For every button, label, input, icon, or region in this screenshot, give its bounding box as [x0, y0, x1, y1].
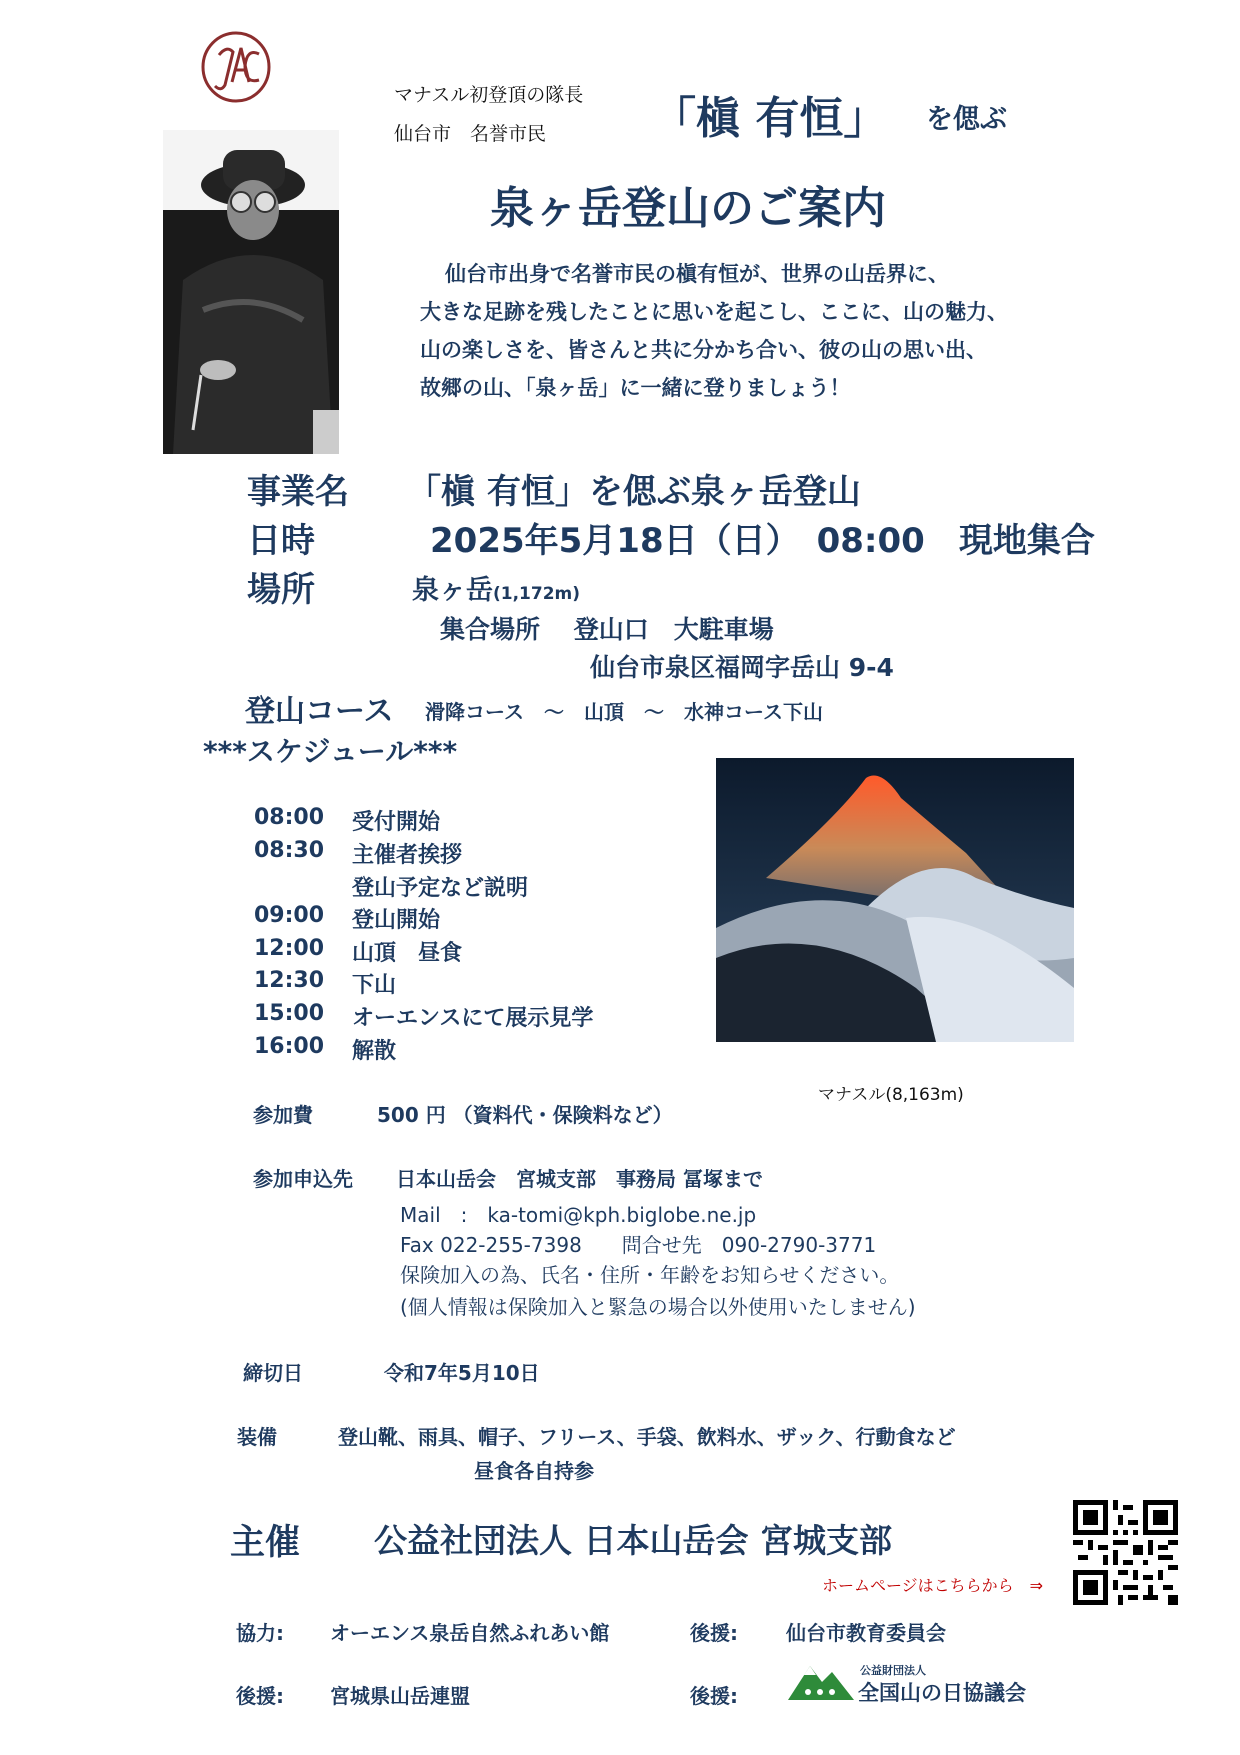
maki-portrait-photo	[163, 130, 339, 454]
schedule-time: 12:30	[254, 968, 325, 993]
apply-privacy-note: (個人情報は保険加入と緊急の場合以外使用いたしません)	[400, 1295, 916, 1319]
event-date-value: 2025年5月18日（日） 08:00 現地集合	[430, 521, 1095, 561]
event-place-value	[412, 568, 580, 607]
qr-code[interactable]	[1073, 1500, 1178, 1605]
manaslu-photo	[716, 758, 1074, 1042]
equipment-value-2: 昼食各自持参	[474, 1459, 594, 1483]
jac-logo	[199, 30, 273, 104]
schedule-time: 09:00	[254, 903, 325, 928]
support-org-type: 公益財団法人	[860, 1664, 926, 1677]
intro-line: 山の楽しさを、皆さんと共に分かち合い、彼の山の思い出、	[420, 338, 987, 362]
event-date-label: 日時	[247, 521, 315, 561]
event-name-label: 事業名	[247, 472, 349, 512]
organizer-value: 公益社団法人 日本山岳会 宮城支部	[374, 1521, 892, 1560]
schedule-item: 山頂 昼食	[352, 941, 463, 966]
schedule-item: 主催者挨拶	[352, 843, 463, 868]
apply-value: 日本山岳会 宮城支部 事務局 冨塚まで	[396, 1167, 763, 1191]
leader-caption: マナスル初登頂の隊長	[394, 84, 584, 106]
schedule-time: 08:30	[254, 838, 325, 863]
schedule-time: 16:00	[254, 1034, 325, 1059]
equipment-label: 装備	[237, 1425, 277, 1449]
cooperation-label: 協力:	[236, 1621, 284, 1645]
photo-caption: マナスル(8,163m)	[818, 1085, 964, 1105]
support-label: 後援:	[236, 1684, 284, 1708]
main-title: 泉ヶ岳登山のご案内	[490, 183, 886, 234]
event-place-label: 場所	[247, 570, 315, 610]
apply-label: 参加申込先	[253, 1167, 353, 1191]
deadline-label: 締切日	[243, 1361, 303, 1385]
schedule-item: 登山予定など説明	[352, 876, 529, 901]
cooperation-value: オーエンス泉岳自然ふれあい館	[330, 1621, 610, 1645]
name-title: 「槇 有恒」	[652, 93, 888, 144]
fee-label: 参加費	[253, 1103, 313, 1127]
support-value: 宮城県山岳連盟	[330, 1684, 470, 1708]
support-label: 後援:	[690, 1621, 738, 1645]
schedule-time: 08:00	[254, 805, 325, 830]
support-value: 仙台市教育委員会	[786, 1621, 946, 1645]
course-label: 登山コース	[245, 694, 394, 729]
schedule-time: 12:00	[254, 936, 325, 961]
intro-line: 故郷の山、「泉ヶ岳」に一緒に登りましょう！	[420, 376, 851, 400]
citizen-caption: 仙台市 名誉市民	[394, 123, 547, 145]
equipment-value: 登山靴、雨具、帽子、フリース、手袋、飲料水、ザック、行動食など	[338, 1425, 956, 1449]
meeting-point: 集合場所 登山口 大駐車場	[440, 615, 774, 644]
schedule-item: 解散	[352, 1039, 397, 1064]
course-value: 滑降コース ～ 山頂 ～ 水神コース下山	[425, 700, 823, 724]
intro-line: 仙台市出身で名誉市民の槇有恒が、世界の山岳界に、	[445, 262, 949, 286]
place-altitude: (1,172m)	[493, 584, 581, 604]
schedule-time: 15:00	[254, 1001, 325, 1026]
schedule-item: 下山	[352, 973, 397, 998]
meeting-address: 仙台市泉区福岡字岳山 9-4	[590, 653, 894, 682]
mountain-logo-icon	[788, 1660, 854, 1700]
mourn-text: を偲ぶ	[926, 104, 1007, 135]
apply-mail[interactable]: Mail : ka-tomi@kph.biglobe.ne.jp	[400, 1203, 757, 1227]
support-org-name: 全国山の日協議会	[858, 1681, 1026, 1705]
schedule-item: 登山開始	[352, 908, 441, 933]
schedule-heading: ***スケジュール***	[203, 735, 458, 768]
apply-note: 保険加入の為、氏名・住所・年齢をお知らせください。	[400, 1263, 900, 1287]
schedule-item: 受付開始	[352, 810, 441, 835]
place-name: 泉ヶ岳	[412, 575, 493, 606]
fee-value: 500 円 （資料代・保険料など）	[377, 1103, 673, 1127]
schedule-item: オーエンスにて展示見学	[352, 1006, 594, 1031]
support-label: 後援:	[690, 1684, 738, 1708]
apply-fax-phone: Fax 022-255-7398 問合せ先 090-2790-3771	[400, 1233, 877, 1257]
deadline-value: 令和7年5月10日	[384, 1361, 540, 1385]
organizer-label: 主催	[230, 1523, 301, 1563]
intro-line: 大きな足跡を残したことに思いを起こし、ここに、山の魅力、	[420, 300, 1008, 324]
homepage-link[interactable]: ホームページはこちらから ⇒	[822, 1576, 1044, 1595]
event-name-value: 「槇 有恒」を偲ぶ泉ヶ岳登山	[407, 472, 861, 512]
